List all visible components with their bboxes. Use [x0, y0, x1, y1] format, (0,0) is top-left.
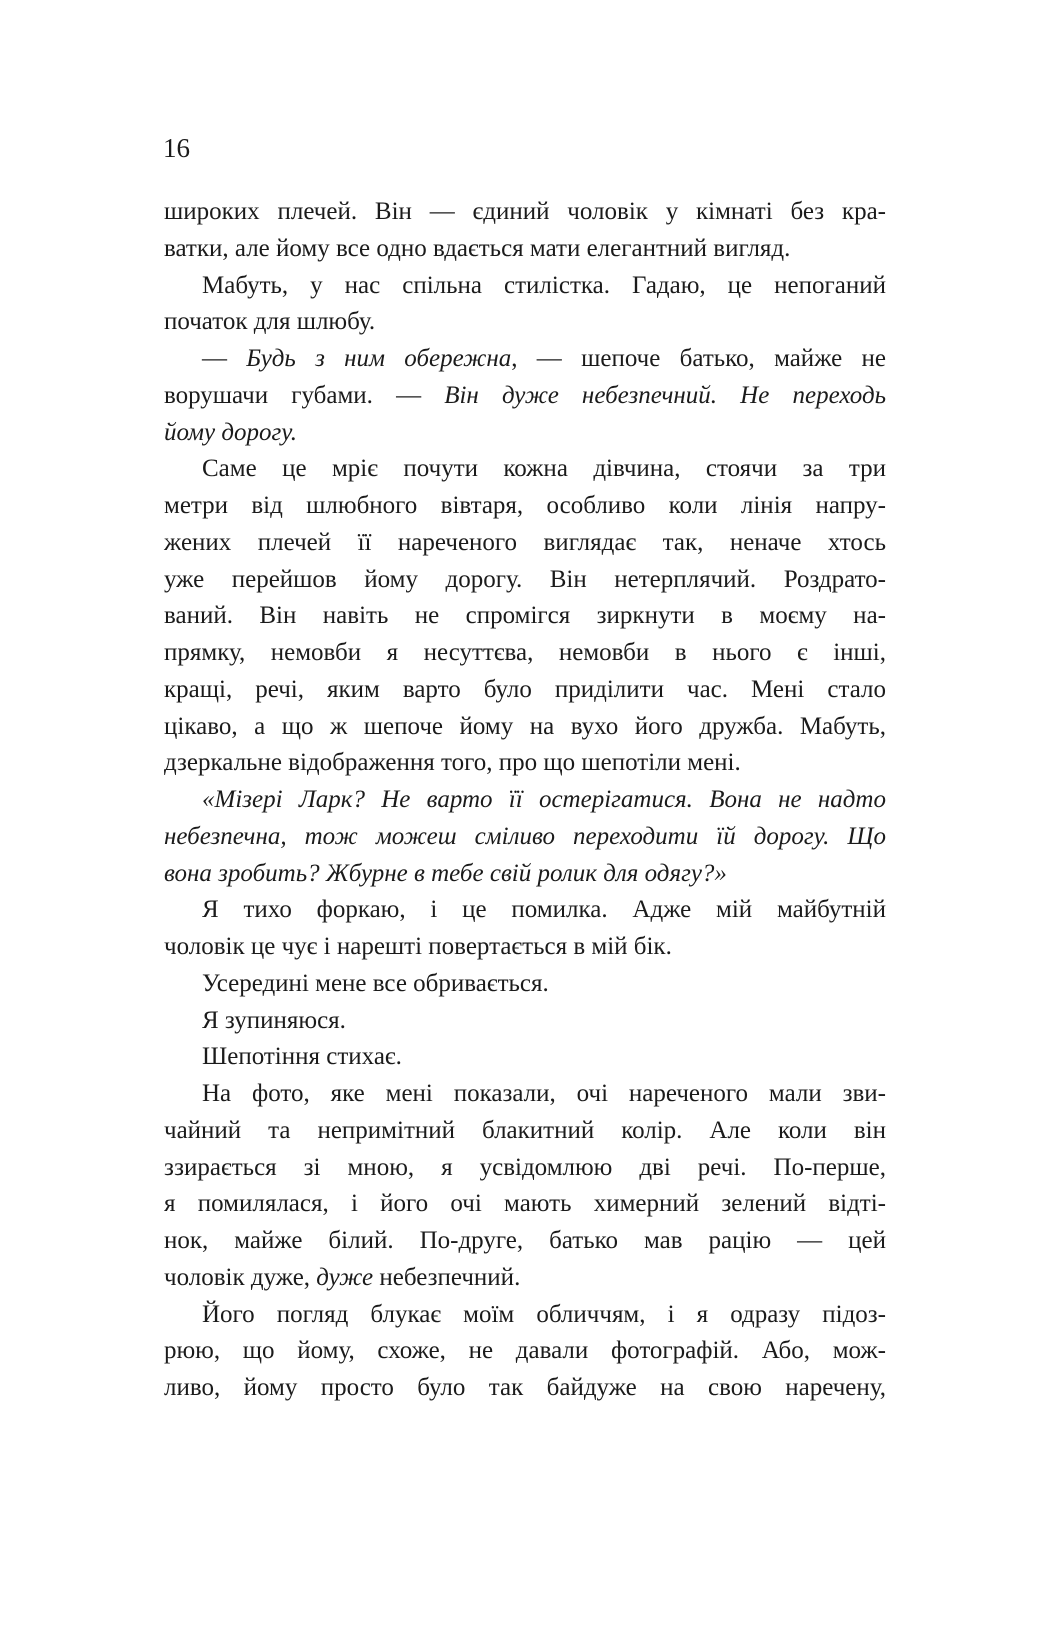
text-line [164, 562, 886, 599]
text-run: я помилялася, і його очі мають химерний зелений відті- [164, 1190, 886, 1218]
text-run: метри від шлюбного вівтаря, особливо коли лінія напру- [164, 492, 886, 519]
text-line [164, 782, 886, 819]
text-line [164, 1223, 886, 1260]
text-run-italic: Будь з ним обережна [246, 345, 512, 372]
text-run: чоловік це чує і нарешті повертається в мій бік. [164, 933, 672, 960]
text-run: уже перейшов йому дорогу. Він нетерплячий. Роздрато- [164, 565, 886, 593]
text-line [164, 378, 886, 415]
text-line [164, 525, 886, 562]
text-line [164, 1297, 886, 1334]
text-line [164, 1333, 886, 1370]
text-run: жених плечей її нареченого виглядає так, неначе хтось [164, 528, 886, 556]
text-line [164, 1260, 886, 1297]
text-line [164, 231, 886, 268]
text-line [164, 819, 886, 856]
text-line [164, 1186, 886, 1223]
text-run: чоловік дуже, [164, 1263, 317, 1291]
text-run: Усередині мене все обривається. [202, 969, 549, 997]
text-line [164, 1370, 886, 1407]
text-line [164, 341, 886, 378]
text-line [164, 635, 886, 672]
text-run-italic: Він дуже небезпечний. Не переходь [444, 381, 886, 409]
text-run: ливо, йому просто було так байдуже на свою наречену, [164, 1374, 886, 1401]
text-run: дзеркальне відображення того, про що шепотіли мені. [164, 749, 741, 777]
text-run-italic: «Мізері Ларк? Не варто її остерігатися. Вона не надто [202, 786, 886, 813]
text-run: На фото, яке мені показали, очі нареченого мали зви- [202, 1080, 886, 1107]
text-run: , — шепоче батько, майже не [511, 345, 887, 372]
text-run: Його погляд блукає моїм обличчям, і я одразу підоз- [202, 1300, 886, 1328]
text-line [164, 745, 886, 782]
text-run: ваний. Він навіть не спромігся зиркнути в моєму на- [164, 602, 886, 630]
text-line [164, 268, 886, 305]
text-run: цікаво, а що ж шепоче йому на вухо його дружба. Мабуть, [164, 712, 886, 740]
text-run: Я тихо форкаю, і це помилка. Адже мій майбутній [202, 896, 886, 924]
text-line [164, 709, 886, 746]
text-run: початок для шлюбу. [164, 308, 376, 336]
text-run: ззирається зі мною, я усвідомлюю дві речі. По-перше, [164, 1153, 886, 1181]
text-run: небезпечний. [373, 1263, 521, 1291]
text-run-italic: небезпечна, тож можеш сміливо переходити їй дорогу. Що [164, 822, 886, 850]
text-run: — [202, 345, 247, 372]
text-run: Я зупиняюся. [202, 1006, 346, 1034]
text-line [164, 966, 886, 1003]
page-text [164, 194, 886, 1407]
text-line [164, 304, 886, 341]
text-run: ворушачи губами. — [164, 381, 445, 409]
text-run-italic: вона зробить? Жбурне в тебе свій ролик для одягу?» [164, 859, 727, 887]
page-number: 16 [163, 133, 190, 163]
text-line [164, 1039, 886, 1076]
text-run: ватки, але йому все одно вдається мати елегантний вигляд. [164, 234, 791, 262]
text-run: Шепотіння стихає. [202, 1043, 402, 1071]
text-line [164, 856, 886, 893]
text-run: чайний та непримітний блакитний колір. Але коли він [164, 1116, 886, 1144]
text-run-italic: дуже [316, 1263, 374, 1291]
text-line [164, 1113, 886, 1150]
text-run: рюю, що йому, схоже, не давали фотографій. Або, мож- [164, 1337, 886, 1365]
text-run-italic: йому дорогу. [164, 418, 298, 446]
text-run: нок, майже білий. По-друге, батько мав рацію — цей [164, 1227, 886, 1254]
text-line [164, 194, 886, 231]
text-run: Саме це мріє почути кожна дівчина, стоячи за три [202, 455, 886, 483]
text-line [164, 929, 886, 966]
text-line [164, 451, 886, 488]
text-run: широких плечей. Він — єдиний чоловік у кімнаті без кра- [164, 198, 886, 225]
text-line [164, 1150, 886, 1187]
text-line [164, 598, 886, 635]
text-line [164, 1076, 886, 1113]
text-line [164, 488, 886, 525]
text-line [164, 892, 886, 929]
text-run: Мабуть, у нас спільна стилістка. Гадаю, це непоганий [202, 271, 886, 299]
text-line [164, 415, 886, 452]
text-line [164, 672, 886, 709]
text-run: прямку, немовби я несуттєва, немовби в нього є інші, [164, 639, 886, 666]
text-run: кращі, речі, яким варто було приділити час. Мені стало [164, 675, 886, 703]
text-line [164, 1003, 886, 1040]
